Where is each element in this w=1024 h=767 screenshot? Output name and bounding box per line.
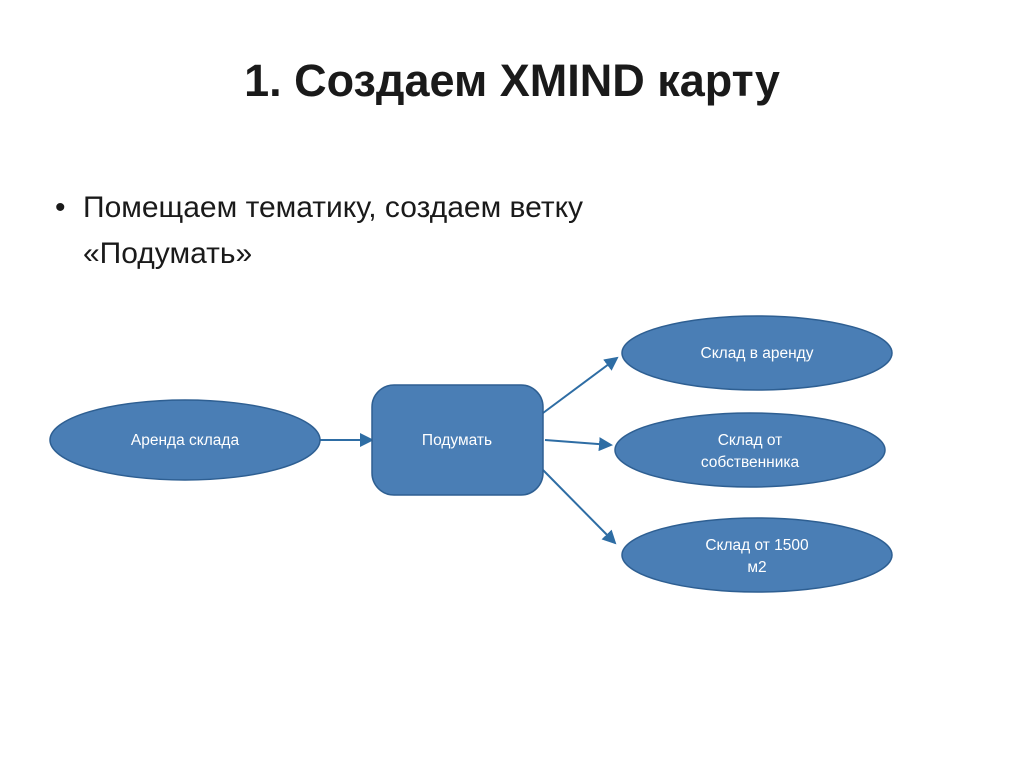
connector-branch-to-leaf2	[545, 440, 611, 445]
node-branch-label: Подумать	[421, 432, 493, 449]
connector-branch-to-leaf1	[543, 358, 617, 413]
list-item	[55, 185, 835, 277]
bullet-text: Помещаем тематику, создаем ветку «Подумать»	[83, 191, 584, 270]
node-branch[interactable]	[372, 385, 543, 495]
node-leaf1-label: Склад в аренду	[700, 345, 814, 362]
bullet-list	[55, 185, 835, 277]
page-title: 1. Создаем XMIND карту	[244, 55, 780, 106]
node-leaf3-label-line1: Склад от 1500	[705, 537, 809, 554]
node-leaf2-label-line2: собственника	[700, 454, 800, 471]
mindmap-diagram	[0, 290, 1024, 620]
node-leaf-warehouse-from-owner[interactable]	[615, 413, 885, 487]
node-leaf-warehouse-from-1500m2[interactable]	[622, 518, 892, 592]
bullet-point-icon: •	[55, 191, 66, 224]
node-root-label: Аренда склада	[130, 432, 240, 449]
node-root[interactable]	[50, 400, 320, 480]
node-leaf3-label-line2: м2	[747, 559, 767, 576]
connector-branch-to-leaf3	[543, 470, 615, 543]
node-leaf2-label-line1: Склад от	[717, 432, 783, 449]
node-leaf-warehouse-for-rent[interactable]	[622, 316, 892, 390]
